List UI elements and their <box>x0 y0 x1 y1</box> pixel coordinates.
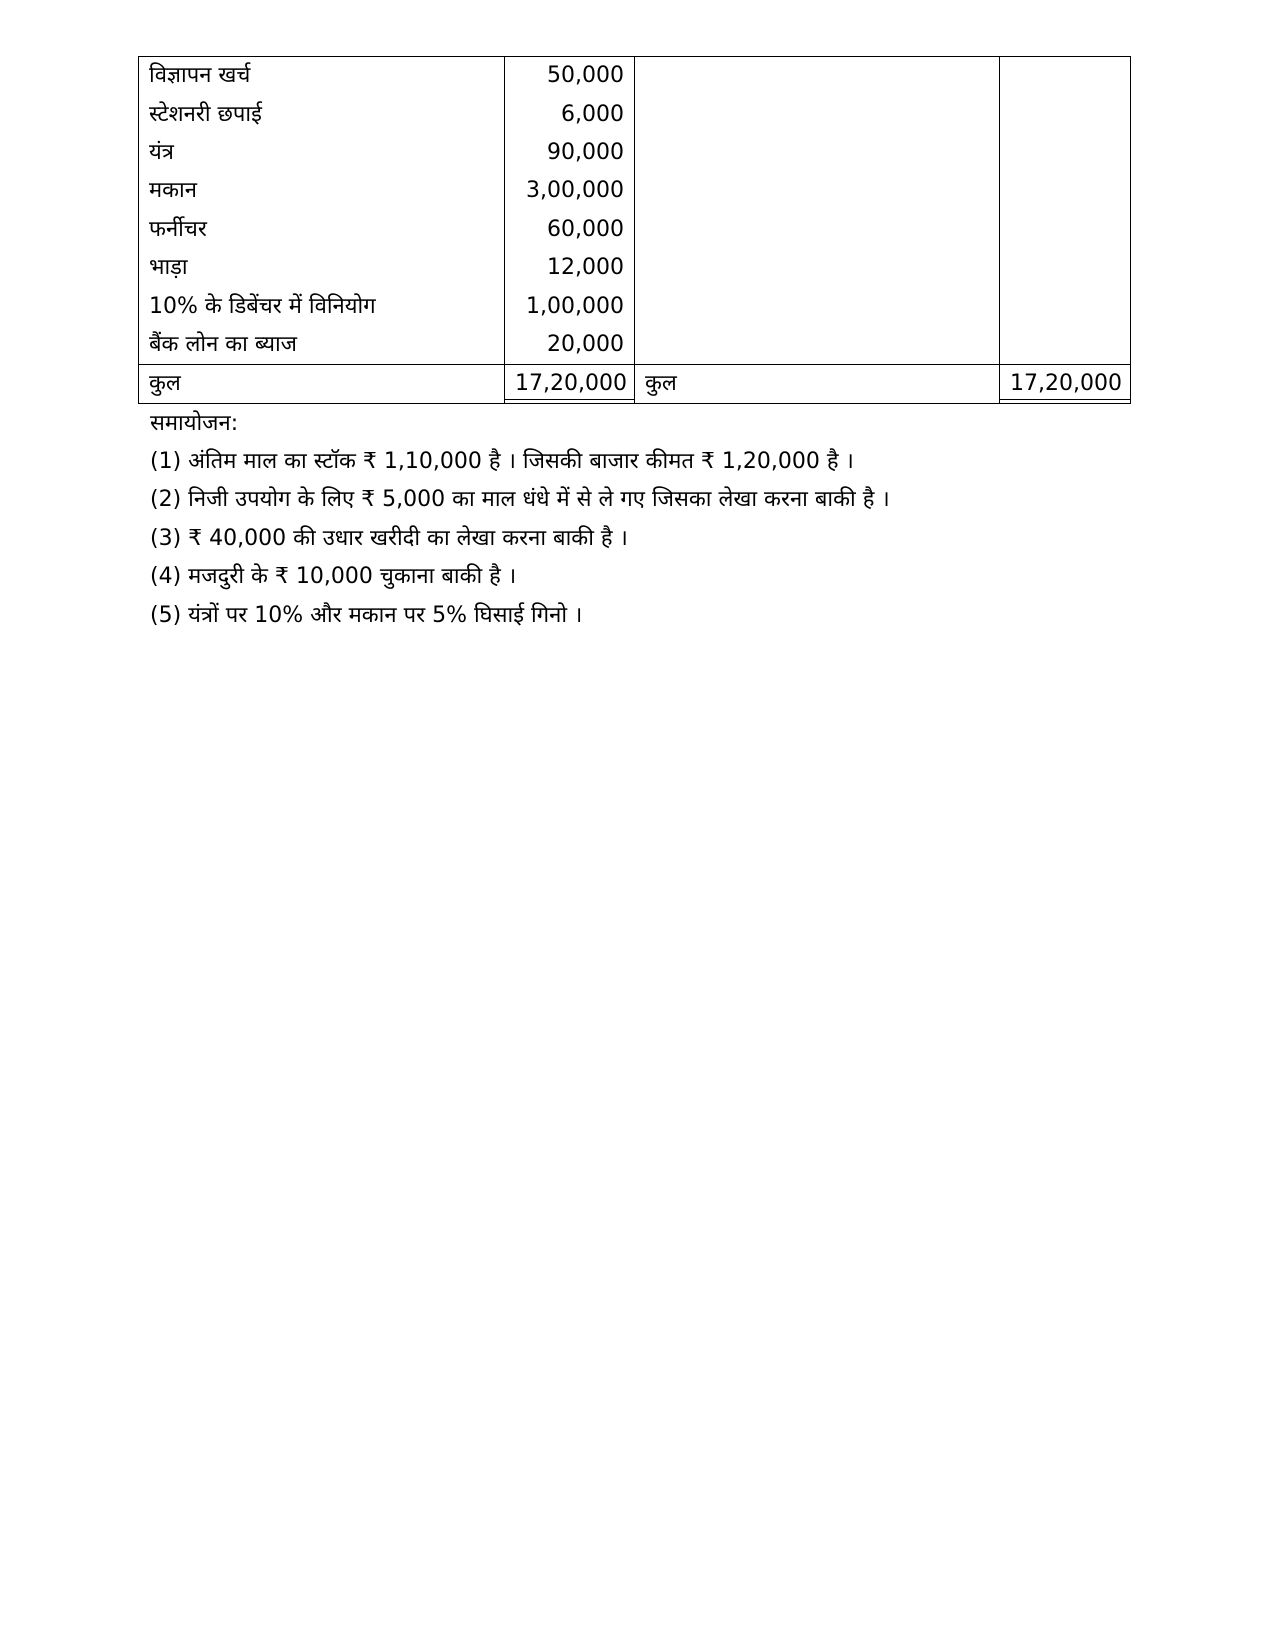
ledger-row-amount: 60,000 <box>505 211 635 249</box>
ledger-credit-amount <box>1000 326 1131 365</box>
ledger-row-amount: 50,000 <box>505 57 635 96</box>
ledger-credit-amount <box>1000 172 1131 210</box>
ledger-credit-amount <box>1000 287 1131 325</box>
ledger-row <box>139 134 1131 172</box>
ledger-row-amount: 90,000 <box>505 134 635 172</box>
ledger-credit-amount <box>1000 95 1131 133</box>
ledger-credit-amount <box>1000 134 1131 172</box>
adjustment-item: (5) यंत्रों पर 10% और मकान पर 5% घिसाई गिनो । <box>150 602 583 628</box>
ledger-total-row <box>139 365 1131 404</box>
adjustment-item: (1) अंतिम माल का स्टॉक ₹ 1,10,000 है । जिसकी बाजार कीमत ₹ 1,20,000 है । <box>150 449 854 474</box>
ledger-credit-label <box>635 326 1000 365</box>
debit-total-amount: 17,20,000 <box>505 365 635 404</box>
debit-total-label: कुल <box>139 365 505 404</box>
ledger-credit-label <box>635 287 1000 325</box>
ledger-credit-label <box>635 95 1000 133</box>
ledger-credit-label <box>635 211 1000 249</box>
ledger-row <box>139 57 1131 96</box>
adjustment-item: (2) निजी उपयोग के लिए ₹ 5,000 का माल धंधे में से ले गए जिसका लेखा करना बाकी है । <box>150 487 890 513</box>
ledger-row-amount: 6,000 <box>505 95 635 133</box>
ledger-row-label: भाड़ा <box>139 249 505 287</box>
ledger-credit-label <box>635 249 1000 287</box>
ledger-row <box>139 172 1131 210</box>
ledger-row-amount: 3,00,000 <box>505 172 635 210</box>
ledger-credit-amount <box>1000 211 1131 249</box>
ledger-row-label: स्टेशनरी छपाई <box>139 95 505 133</box>
adjustments-section <box>150 405 890 635</box>
adjustments-heading: समायोजन: <box>150 411 239 436</box>
ledger-table <box>138 56 1131 404</box>
credit-total-amount: 17,20,000 <box>1000 365 1131 404</box>
ledger-credit-amount <box>1000 249 1131 287</box>
adjustment-item: (3) ₹ 40,000 की उधार खरीदी का लेखा करना बाकी है । <box>150 525 628 551</box>
ledger-row-amount: 20,000 <box>505 326 635 365</box>
ledger-row-label: मकान <box>139 172 505 210</box>
adjustment-item: (4) मजदुरी के ₹ 10,000 चुकाना बाकी है । <box>150 564 517 590</box>
ledger-row-label: 10% के डिबेंचर में विनियोग <box>139 287 505 325</box>
ledger-row <box>139 326 1131 365</box>
ledger-credit-label <box>635 57 1000 96</box>
credit-total-label: कुल <box>635 365 1000 404</box>
ledger-row <box>139 249 1131 287</box>
ledger-credit-label <box>635 134 1000 172</box>
ledger-row-label: विज्ञापन खर्च <box>139 57 505 96</box>
ledger-row <box>139 95 1131 133</box>
ledger-row <box>139 211 1131 249</box>
ledger-credit-label <box>635 172 1000 210</box>
ledger-row-label: यंत्र <box>139 134 505 172</box>
ledger-row <box>139 287 1131 325</box>
ledger-row-label: बैंक लोन का ब्याज <box>139 326 505 365</box>
ledger-credit-amount <box>1000 57 1131 96</box>
ledger-row-amount: 1,00,000 <box>505 287 635 325</box>
ledger-row-amount: 12,000 <box>505 249 635 287</box>
ledger-row-label: फर्नीचर <box>139 211 505 249</box>
